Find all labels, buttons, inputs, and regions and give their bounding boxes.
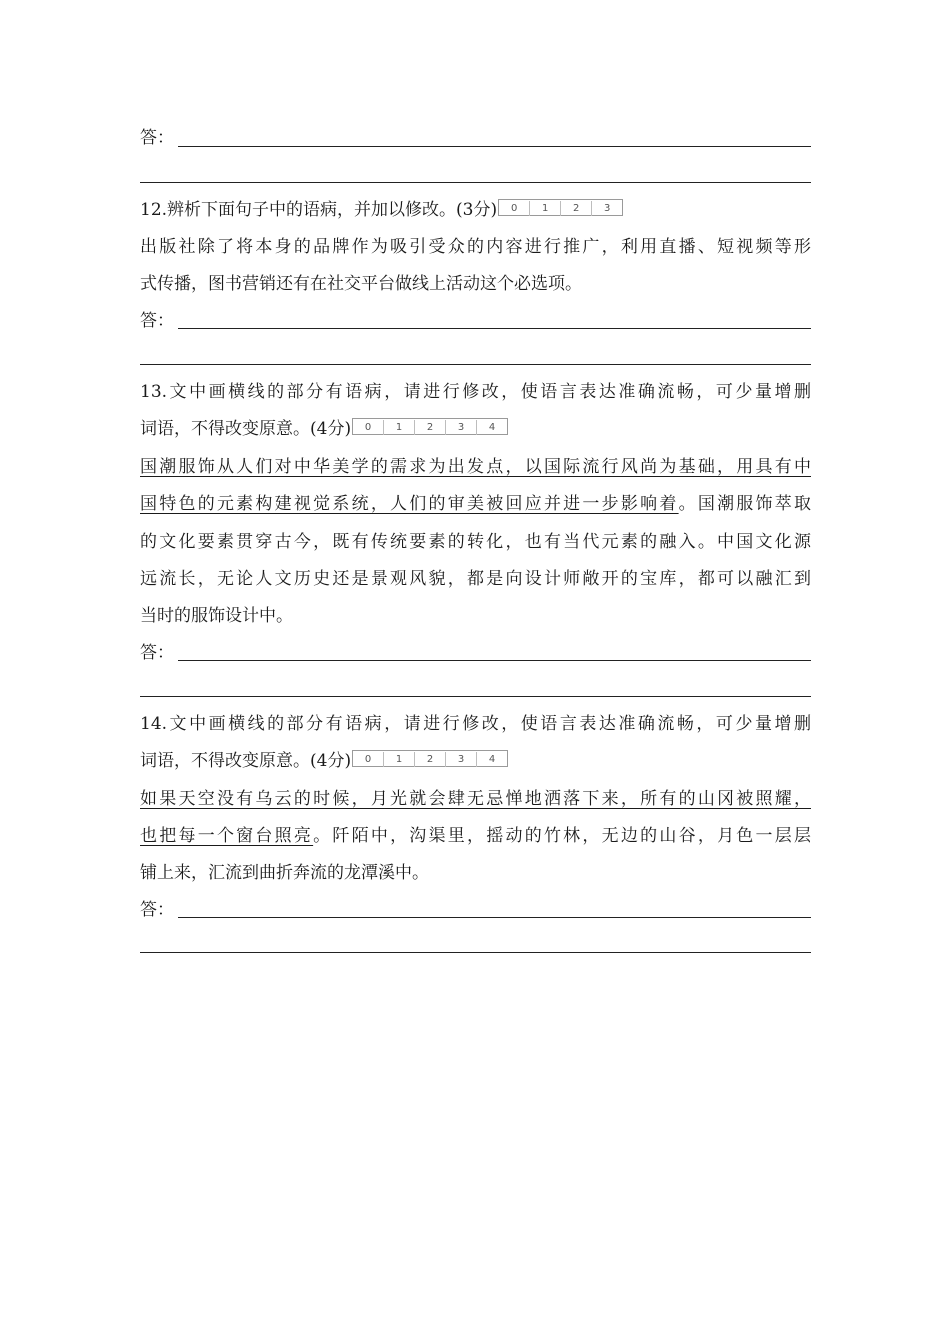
- answer-line: [140, 364, 811, 365]
- score-cell: 2: [414, 420, 445, 435]
- answer-line: [178, 328, 811, 329]
- answer-label: 答：: [140, 900, 174, 920]
- answer-line: [140, 182, 811, 183]
- answer-label: 答：: [140, 311, 174, 331]
- question-13-text-rest: 。国潮服饰萃取: [678, 494, 812, 514]
- question-14-stem-text: 词语，不得改变原意。(4分): [140, 751, 352, 771]
- underlined-sentence: 国潮服饰从人们对中华美学的需求为出发点，以国际流行风尚为基础，用具有中: [140, 457, 811, 477]
- score-cell: 1: [529, 201, 560, 216]
- question-12-text: 出版社除了将本身的品牌作为吸引受众的内容进行推广，利用直播、短视频等形: [140, 237, 811, 257]
- score-cell: 1: [383, 420, 414, 435]
- underlined-sentence: 也把每一个窗台照亮: [140, 826, 314, 846]
- question-13-stem-text: 词语，不得改变原意。(4分): [140, 419, 352, 439]
- question-14-stem: 14.文中画横线的部分有语病，请进行修改，使语言表达准确流畅，可少量增删: [140, 714, 811, 734]
- score-box: [352, 750, 508, 767]
- answer-line: [140, 696, 811, 697]
- question-14-text: 铺上来，汇流到曲折奔流的龙潭溪中。: [140, 863, 429, 883]
- score-cell: 1: [383, 752, 414, 767]
- question-13-stem: [140, 418, 811, 440]
- answer-line: [140, 952, 811, 953]
- underlined-sentence: 如果天空没有乌云的时候，月光就会肆无忌惮地洒落下来，所有的山冈被照耀，: [140, 789, 811, 809]
- score-cell: 3: [445, 420, 476, 435]
- question-13-stem: 13.文中画横线的部分有语病，请进行修改，使语言表达准确流畅，可少量增删: [140, 382, 811, 402]
- score-cell: 0: [510, 203, 518, 214]
- score-cell: 2: [560, 201, 591, 216]
- answer-line: [178, 146, 811, 147]
- score-cell: 3: [445, 752, 476, 767]
- answer-label: 答：: [140, 643, 174, 663]
- question-13-text: 的文化要素贯穿古今，既有传统要素的转化，也有当代元素的融入。中国文化源: [140, 532, 811, 552]
- answer-line: [178, 660, 811, 661]
- question-12-stem: [140, 199, 811, 221]
- question-13-text: [140, 493, 811, 515]
- score-cell: 4: [476, 420, 507, 435]
- score-cell: 3: [591, 201, 622, 216]
- answer-label: 答：: [140, 128, 174, 148]
- score-cell: 4: [476, 752, 507, 767]
- question-14-text-rest: 。阡陌中，沟渠里，摇动的竹林，无边的山谷，月色一层层: [313, 826, 812, 846]
- score-cell: 0: [364, 754, 372, 765]
- question-12-text: 式传播，图书营销还有在社交平台做线上活动这个必选项。: [140, 274, 582, 294]
- score-cell: 0: [364, 422, 372, 433]
- question-13-text: 远流长，无论人文历史还是景观风貌，都是向设计师敞开的宝库，都可以融汇到: [140, 569, 811, 589]
- score-box: [498, 199, 623, 216]
- question-12-stem-text: 12.辨析下面句子中的语病，并加以修改。(3分): [140, 200, 498, 220]
- question-14-stem: [140, 750, 811, 772]
- score-cell: 2: [414, 752, 445, 767]
- answer-line: [178, 917, 811, 918]
- question-14-text: [140, 825, 811, 847]
- score-box: [352, 418, 508, 435]
- underlined-sentence: 国特色的元素构建视觉系统，人们的审美被回应并进一步影响着: [140, 494, 679, 514]
- question-13-text: 当时的服饰设计中。: [140, 606, 293, 626]
